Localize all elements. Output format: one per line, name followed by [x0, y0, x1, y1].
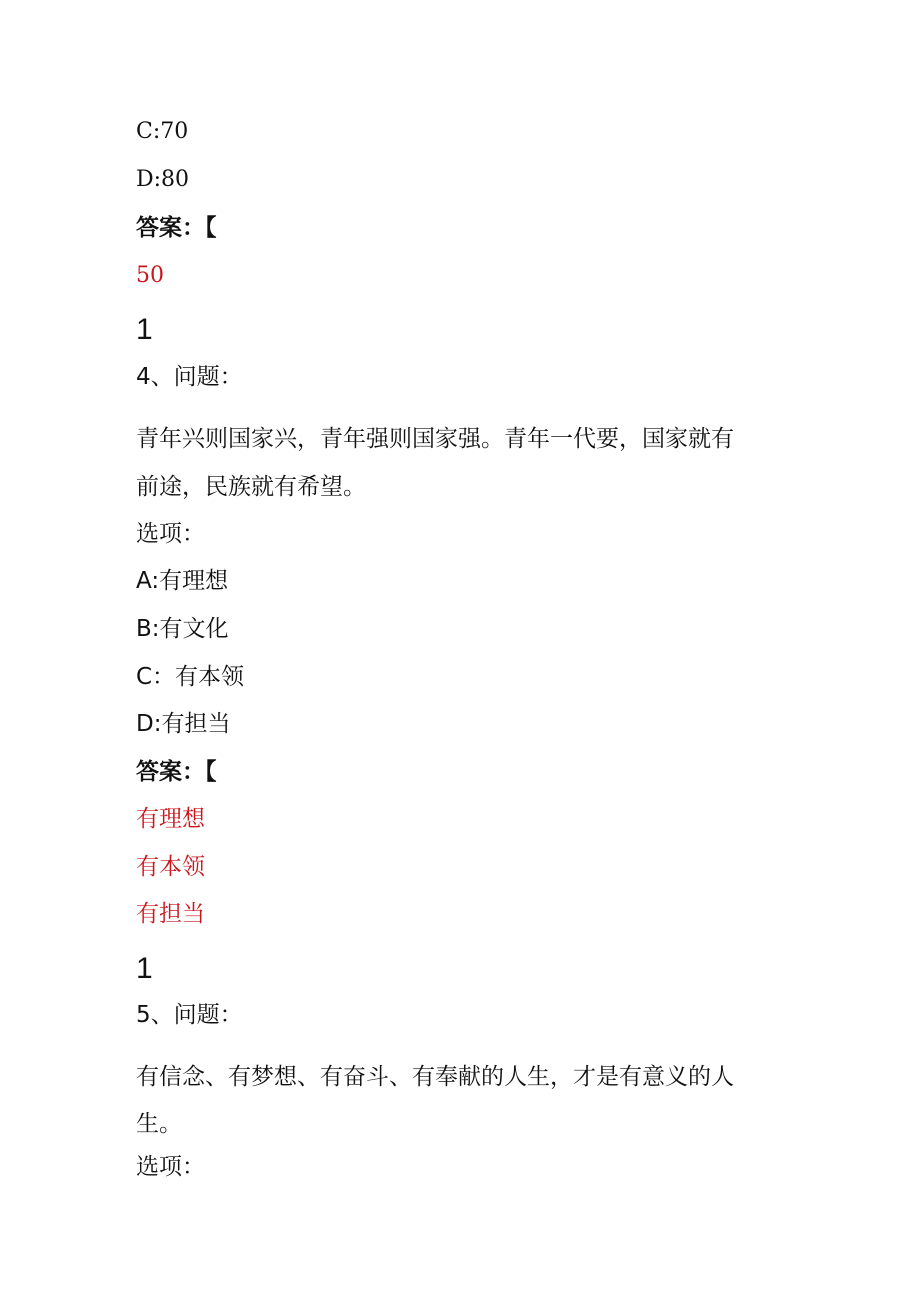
q3-answer: 50 [136, 263, 164, 288]
q3-option-d: D:80 [136, 167, 190, 192]
q4-answer-label: 答案：【 [136, 759, 217, 785]
q4-question-line2: 前途，民族就有希望。 [136, 474, 366, 500]
q4-option-c: C：有本领 [136, 664, 245, 690]
q4-option-d: D:有担当 [136, 711, 231, 737]
q4-question-line1: 青年兴则国家兴，青年强则国家强。青年一代要，国家就有 [136, 426, 734, 452]
q4-options-label: 选项： [136, 521, 205, 547]
q5-question-line1: 有信念、有梦想、有奋斗、有奉献的人生，才是有意义的人 [136, 1064, 734, 1090]
q4-option-b: B:有文化 [136, 616, 229, 642]
q5-options-label: 选项： [136, 1154, 205, 1180]
q4-option-a: A:有理想 [136, 568, 229, 594]
q4-answer-3: 有担当 [136, 901, 205, 927]
q4-answer-2: 有本领 [136, 854, 205, 880]
q5-question-line2: 生。 [136, 1111, 182, 1137]
q3-end-mark: 1 [136, 313, 153, 346]
q4-end-mark: 1 [136, 952, 153, 985]
q5-question-label: 5、问题： [136, 1002, 243, 1028]
q3-answer-label: 答案：【 [136, 215, 217, 241]
q4-answer-1: 有理想 [136, 806, 205, 832]
q3-option-c: C:70 [136, 119, 189, 144]
q4-question-label: 4、问题： [136, 364, 243, 390]
